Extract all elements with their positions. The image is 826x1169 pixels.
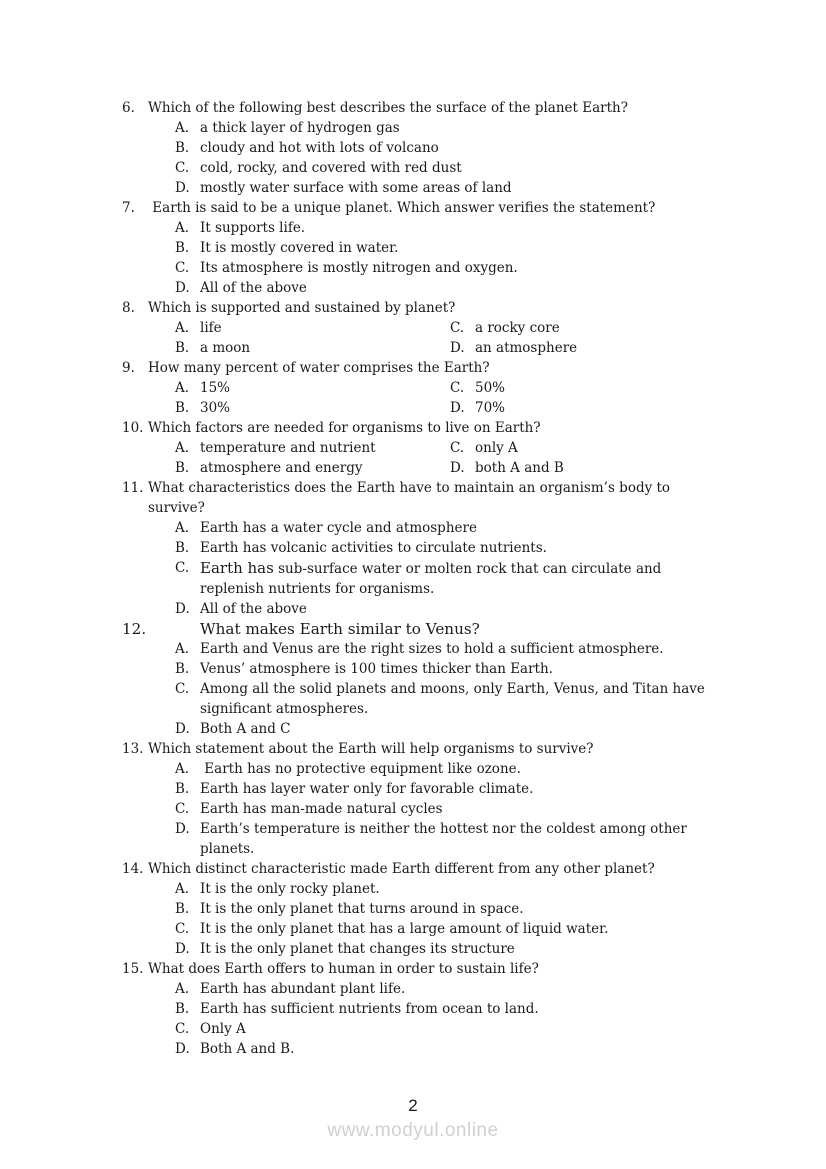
option	[175, 558, 728, 599]
option	[175, 1019, 728, 1039]
option-label: A.	[175, 220, 190, 236]
options	[122, 218, 728, 298]
option-text: a moon	[200, 340, 251, 356]
option	[175, 338, 450, 358]
option	[175, 218, 728, 238]
option-label: A.	[175, 881, 190, 897]
option-label: A.	[175, 761, 190, 777]
option	[175, 458, 450, 478]
question-text: Which statement about the Earth will help organisms to survive?	[148, 741, 594, 757]
option-label: C.	[175, 160, 190, 176]
option-label: B.	[175, 1001, 190, 1017]
option-label: B.	[175, 901, 190, 917]
option	[175, 879, 728, 899]
option-text: Earth has abundant plant life.	[200, 981, 406, 997]
option-label: C.	[175, 681, 190, 697]
option-text: Its atmosphere is mostly nitrogen and oxygen.	[200, 260, 518, 276]
option-text: Both A and B.	[200, 1041, 295, 1057]
option	[175, 659, 728, 679]
option	[175, 158, 728, 178]
option	[175, 398, 450, 418]
option	[175, 1039, 728, 1059]
option	[175, 939, 728, 959]
option	[175, 258, 728, 278]
question-number: 10.	[122, 420, 144, 436]
option	[175, 819, 728, 859]
option-label: A.	[175, 320, 190, 336]
option	[175, 118, 728, 138]
option-text: Earth has no protective equipment like ozone.	[200, 761, 521, 777]
option-text: Both A and C	[200, 721, 291, 737]
option-text: cloudy and hot with lots of volcano	[200, 140, 439, 156]
option-text: Earth has a water cycle and atmosphere	[200, 520, 477, 536]
question-text: Which of the following best describes the surface of the planet Earth?	[148, 100, 628, 116]
option-text: Earth has man-made natural cycles	[200, 801, 443, 817]
question-text: How many percent of water comprises the Earth?	[148, 360, 490, 376]
option	[450, 338, 728, 358]
option	[175, 799, 728, 819]
question-11	[122, 478, 728, 619]
option-label: D.	[450, 340, 465, 356]
option-label: A.	[175, 520, 190, 536]
option-text: It is the only planet that has a large amount of liquid water.	[200, 921, 609, 937]
option	[175, 759, 728, 779]
options	[122, 879, 728, 959]
question-6	[122, 98, 728, 198]
option	[450, 378, 728, 398]
option-label: D.	[175, 821, 190, 837]
question-text: What characteristics does the Earth have to maintain an organism’s body to survive?	[148, 480, 675, 516]
option-label: C.	[175, 801, 190, 817]
option-text: atmosphere and energy	[200, 460, 363, 476]
option-text: It is the only planet that changes its structure	[200, 941, 515, 957]
question-number: 14.	[122, 861, 144, 877]
options	[122, 378, 728, 418]
question-line	[122, 859, 728, 879]
option-label: D.	[175, 1041, 190, 1057]
question-line	[122, 478, 728, 518]
question-line	[122, 418, 728, 438]
option-text: temperature and nutrient	[200, 440, 376, 456]
question-number: 11.	[122, 480, 144, 496]
option	[175, 679, 728, 719]
options	[122, 518, 728, 619]
option-label: D.	[175, 180, 190, 196]
option	[175, 278, 728, 298]
option-label: A.	[175, 641, 190, 657]
question-12	[122, 619, 728, 739]
question-number: 8.	[122, 300, 135, 316]
option	[175, 639, 728, 659]
option-text: Venus’ atmosphere is 100 times thicker than Earth.	[200, 661, 553, 677]
question-list	[122, 98, 728, 1059]
question-7	[122, 198, 728, 298]
option-text: It supports life.	[200, 220, 306, 236]
option-text: both A and B	[475, 460, 564, 476]
option-label: D.	[175, 280, 190, 296]
option	[450, 318, 728, 338]
option-text: life	[200, 320, 222, 336]
option-label: C.	[450, 380, 465, 396]
options	[122, 639, 728, 739]
option-text: cold, rocky, and covered with red dust	[200, 160, 462, 176]
option-text-rest: sub-surface water or molten rock that can circulate and replenish nutrients for organisms.	[200, 561, 666, 597]
option-label: D.	[175, 601, 190, 617]
options	[122, 979, 728, 1059]
options	[122, 759, 728, 859]
option-label: B.	[175, 240, 190, 256]
option	[175, 899, 728, 919]
option	[175, 318, 450, 338]
watermark: www.modyul.online	[327, 1120, 499, 1141]
question-line	[122, 739, 728, 759]
question-text: Which factors are needed for organisms to live on Earth?	[148, 420, 541, 436]
option-label: A.	[175, 380, 190, 396]
option	[175, 538, 728, 558]
question-10	[122, 418, 728, 478]
option-text-lead: Earth has	[200, 559, 274, 577]
question-line	[122, 98, 728, 118]
option-text: mostly water surface with some areas of land	[200, 180, 512, 196]
option-label: D.	[175, 721, 190, 737]
option-label: D.	[450, 400, 465, 416]
question-text: What makes Earth similar to Venus?	[200, 620, 480, 638]
question-number: 6.	[122, 100, 135, 116]
option-text: Earth has volcanic activities to circulate nutrients.	[200, 540, 547, 556]
question-8	[122, 298, 728, 358]
option-label: B.	[175, 661, 190, 677]
option-label: C.	[175, 1021, 190, 1037]
option-text: a rocky core	[475, 320, 560, 336]
option	[175, 999, 728, 1019]
option-text: Only A	[200, 1021, 246, 1037]
question-14	[122, 859, 728, 959]
question-15	[122, 959, 728, 1059]
question-number: 13.	[122, 741, 144, 757]
option-text: It is mostly covered in water.	[200, 240, 399, 256]
question-line	[122, 959, 728, 979]
option-label: A.	[175, 440, 190, 456]
option-label: B.	[175, 140, 190, 156]
option	[450, 438, 728, 458]
option	[450, 458, 728, 478]
option-text	[200, 558, 728, 599]
question-number: 15.	[122, 961, 144, 977]
question-line	[122, 298, 728, 318]
question-text: Earth is said to be a unique planet. Which answer verifies the statement?	[148, 200, 656, 216]
option	[175, 719, 728, 739]
option	[450, 398, 728, 418]
option	[175, 779, 728, 799]
option	[175, 238, 728, 258]
options	[122, 438, 728, 478]
option-text: Earth has layer water only for favorable climate.	[200, 781, 534, 797]
option-text: Earth’s temperature is neither the hottest nor the coldest among other planets.	[200, 821, 692, 857]
option-text: only A	[475, 440, 518, 456]
options	[122, 318, 728, 358]
question-line	[122, 358, 728, 378]
page-number: 2	[408, 1096, 418, 1115]
option-text: a thick layer of hydrogen gas	[200, 120, 400, 136]
option-text: It is the only rocky planet.	[200, 881, 380, 897]
option-text: All of the above	[200, 601, 307, 617]
option-text: Earth has sufficient nutrients from ocean to land.	[200, 1001, 539, 1017]
question-text: What does Earth offers to human in order to sustain life?	[148, 961, 539, 977]
option-text: 50%	[475, 380, 506, 396]
option	[175, 438, 450, 458]
option-label: A.	[175, 120, 190, 136]
option-label: C.	[175, 921, 190, 937]
options	[122, 118, 728, 198]
question-9	[122, 358, 728, 418]
option	[175, 378, 450, 398]
option	[175, 138, 728, 158]
option-label: A.	[175, 981, 190, 997]
option-text: Among all the solid planets and moons, only Earth, Venus, and Titan have significant atmospheres.	[200, 681, 710, 717]
option	[175, 599, 728, 619]
option-label: D.	[450, 460, 465, 476]
question-number: 9.	[122, 360, 135, 376]
option-label: B.	[175, 540, 190, 556]
option-text: All of the above	[200, 280, 307, 296]
question-number: 12.	[122, 620, 147, 638]
option-label: C.	[450, 320, 465, 336]
option-text: It is the only planet that turns around in space.	[200, 901, 524, 917]
option	[175, 979, 728, 999]
option-text: 70%	[475, 400, 506, 416]
question-line	[122, 619, 728, 639]
question-line	[122, 198, 728, 218]
option-label: B.	[175, 400, 190, 416]
question-text: Which is supported and sustained by planet?	[148, 300, 456, 316]
option-text: 15%	[200, 380, 231, 396]
option-text: Earth and Venus are the right sizes to hold a sufficient atmosphere.	[200, 641, 664, 657]
question-text: Which distinct characteristic made Earth different from any other planet?	[148, 861, 655, 877]
option	[175, 178, 728, 198]
question-number: 7.	[122, 200, 135, 216]
option	[175, 919, 728, 939]
question-13	[122, 739, 728, 859]
option-label: B.	[175, 460, 190, 476]
option-text: 30%	[200, 400, 231, 416]
option-label: B.	[175, 340, 190, 356]
option-label: B.	[175, 781, 190, 797]
option-label: C.	[175, 260, 190, 276]
option-label: C.	[175, 560, 190, 576]
option-label: C.	[450, 440, 465, 456]
option-label: D.	[175, 941, 190, 957]
option-text: an atmosphere	[475, 340, 578, 356]
option	[175, 518, 728, 538]
